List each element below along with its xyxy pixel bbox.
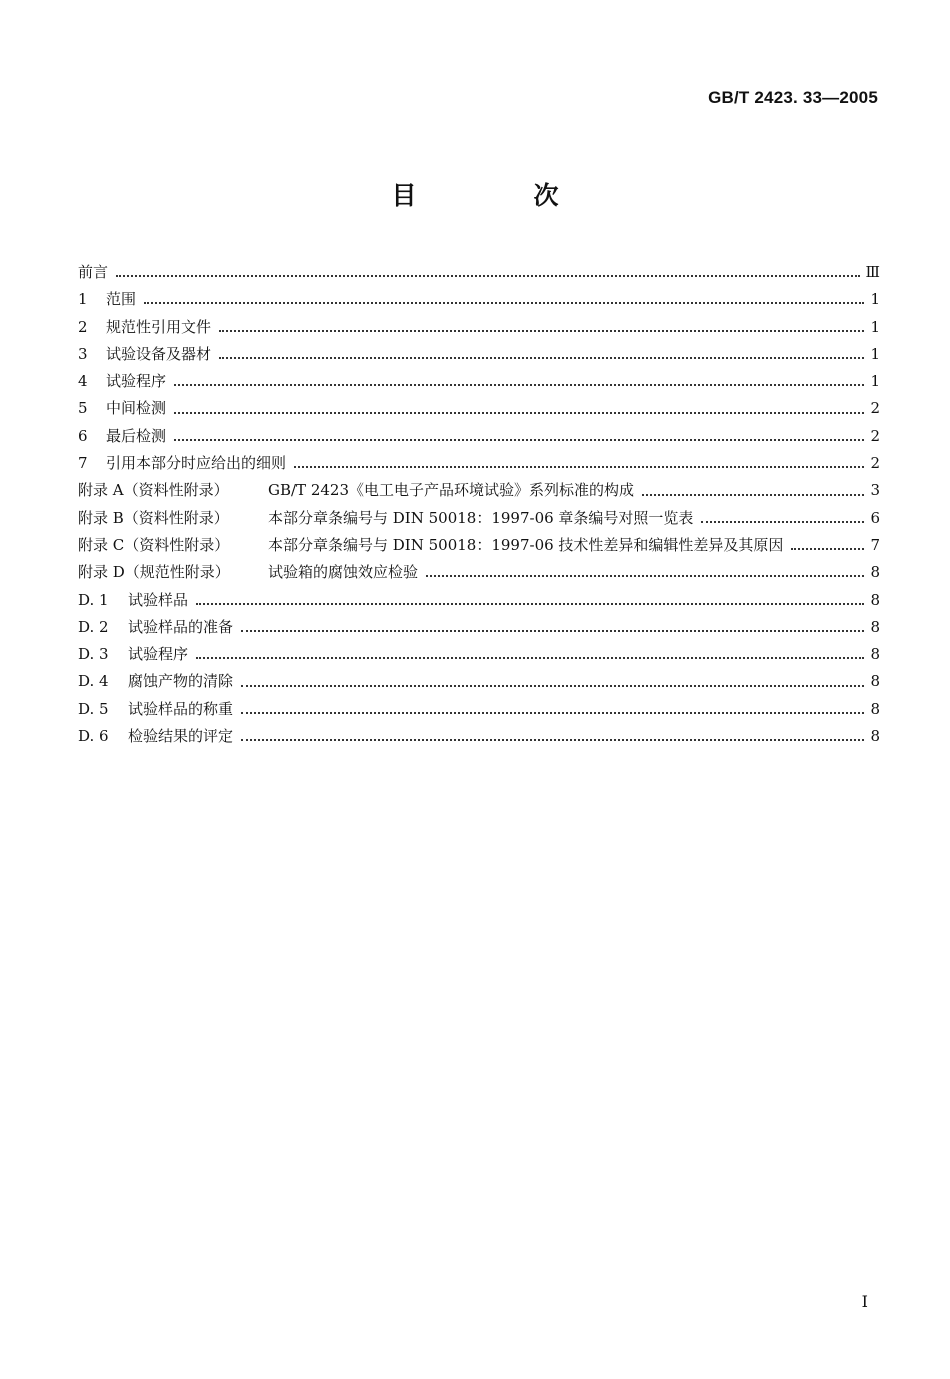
dot-leader (426, 574, 864, 577)
toc-entry-page: 1 (870, 344, 880, 363)
dot-leader (219, 356, 864, 359)
toc-entry[interactable] (78, 505, 880, 532)
toc-entry[interactable] (78, 395, 880, 422)
dot-leader (174, 438, 864, 441)
toc-entry-label: 试验样品的准备 (128, 617, 234, 636)
toc-entry[interactable] (78, 696, 880, 723)
dot-leader (241, 684, 864, 687)
toc-entry-number: 4 (78, 372, 88, 391)
toc-entry-page: 2 (870, 426, 880, 445)
toc-entry-page: 8 (870, 617, 880, 636)
toc-entry[interactable] (78, 259, 880, 286)
toc-entry-label: 最后检测 (106, 426, 167, 445)
dot-leader (174, 411, 864, 414)
toc-entry-number: 5 (78, 399, 88, 418)
toc-entry[interactable] (78, 559, 880, 586)
page-title: 目 次 (391, 181, 605, 210)
toc-entry-page: 7 (870, 535, 880, 554)
toc-entry-number: 6 (78, 426, 88, 445)
toc-entry-label: 引用本部分时应给出的细则 (106, 454, 287, 473)
toc-entry-number: 2 (78, 317, 88, 336)
toc-entry-page: 1 (870, 290, 880, 309)
toc-entry[interactable] (78, 668, 880, 695)
toc-entry-number: D. 6 (78, 727, 109, 746)
toc-entry-page: Ⅲ (865, 263, 880, 281)
dot-leader (642, 493, 864, 496)
toc-entry-label: GB/T 2423《电工电子产品环境试验》系列标准的构成 (268, 481, 635, 500)
toc-entry-page: 8 (870, 645, 880, 664)
table-of-contents (78, 259, 880, 750)
toc-entry-number: 7 (78, 454, 88, 473)
toc-entry[interactable] (78, 641, 880, 668)
dot-leader (144, 301, 864, 304)
dot-leader (174, 383, 864, 386)
toc-entry-number: 1 (78, 290, 88, 309)
toc-entry-label: 检验结果的评定 (128, 727, 234, 746)
toc-entry-number: D. 4 (78, 672, 109, 691)
toc-entry[interactable] (78, 587, 880, 614)
toc-entry-page: 8 (870, 727, 880, 746)
toc-entry-page: 6 (870, 508, 880, 527)
toc-entry[interactable] (78, 314, 880, 341)
toc-entry-label: 中间检测 (106, 399, 167, 418)
toc-entry-label: 试验程序 (128, 645, 189, 664)
toc-entry-label: 范围 (106, 290, 137, 309)
toc-entry-page: 1 (870, 317, 880, 336)
toc-entry-page: 8 (870, 563, 880, 582)
toc-entry-page: 3 (870, 481, 880, 500)
toc-entry[interactable] (78, 723, 880, 750)
toc-entry-label: 试验箱的腐蚀效应检验 (268, 563, 419, 582)
toc-entry-number: 附录 A（资料性附录） (78, 481, 229, 500)
toc-entry[interactable] (78, 423, 880, 450)
toc-entry-page: 2 (870, 399, 880, 418)
dot-leader (701, 520, 864, 523)
toc-entry-page: 1 (870, 372, 880, 391)
dot-leader (241, 711, 864, 714)
toc-entry-number: D. 3 (78, 645, 109, 664)
toc-entry-page: 8 (870, 699, 880, 718)
toc-entry[interactable] (78, 286, 880, 313)
dot-leader (791, 547, 864, 550)
dot-leader (219, 329, 864, 332)
dot-leader (116, 274, 860, 277)
toc-entry[interactable] (78, 368, 880, 395)
toc-entry[interactable] (78, 614, 880, 641)
dot-leader (241, 629, 864, 632)
toc-entry-page: 8 (870, 590, 880, 609)
toc-entry[interactable] (78, 341, 880, 368)
page-number: I (861, 1292, 868, 1311)
toc-entry-label: 本部分章条编号与 DIN 50018：1997-06 技术性差异和编辑性差异及其原因 (268, 535, 784, 554)
dot-leader (196, 602, 864, 605)
toc-entry-number: 附录 C（资料性附录） (78, 535, 230, 554)
dot-leader (196, 656, 864, 659)
toc-entry-number: D. 2 (78, 617, 109, 636)
toc-entry-label: 试验样品 (128, 590, 189, 609)
toc-entry-label: 本部分章条编号与 DIN 50018：1997-06 章条编号对照一览表 (268, 508, 694, 527)
dot-leader (294, 465, 864, 468)
toc-entry-number: D. 5 (78, 699, 109, 718)
toc-entry-label: 规范性引用文件 (106, 317, 212, 336)
toc-entry[interactable] (78, 450, 880, 477)
toc-entry[interactable] (78, 532, 880, 559)
toc-entry-label: 试验设备及器材 (106, 344, 212, 363)
toc-entry-number: 附录 B（资料性附录） (78, 508, 229, 527)
standard-code: GB/T 2423. 33—2005 (708, 88, 878, 107)
toc-entry-number: 附录 D（规范性附录） (78, 563, 230, 582)
toc-entry-label: 前言 (78, 263, 109, 281)
toc-entry-page: 8 (870, 672, 880, 691)
toc-entry-number: 3 (78, 344, 88, 363)
toc-entry-label: 腐蚀产物的清除 (128, 672, 234, 691)
toc-entry-label: 试验样品的称重 (128, 699, 234, 718)
dot-leader (241, 738, 864, 741)
toc-entry[interactable] (78, 477, 880, 504)
toc-entry-number: D. 1 (78, 590, 109, 609)
toc-entry-label: 试验程序 (106, 372, 167, 391)
toc-entry-page: 2 (870, 454, 880, 473)
